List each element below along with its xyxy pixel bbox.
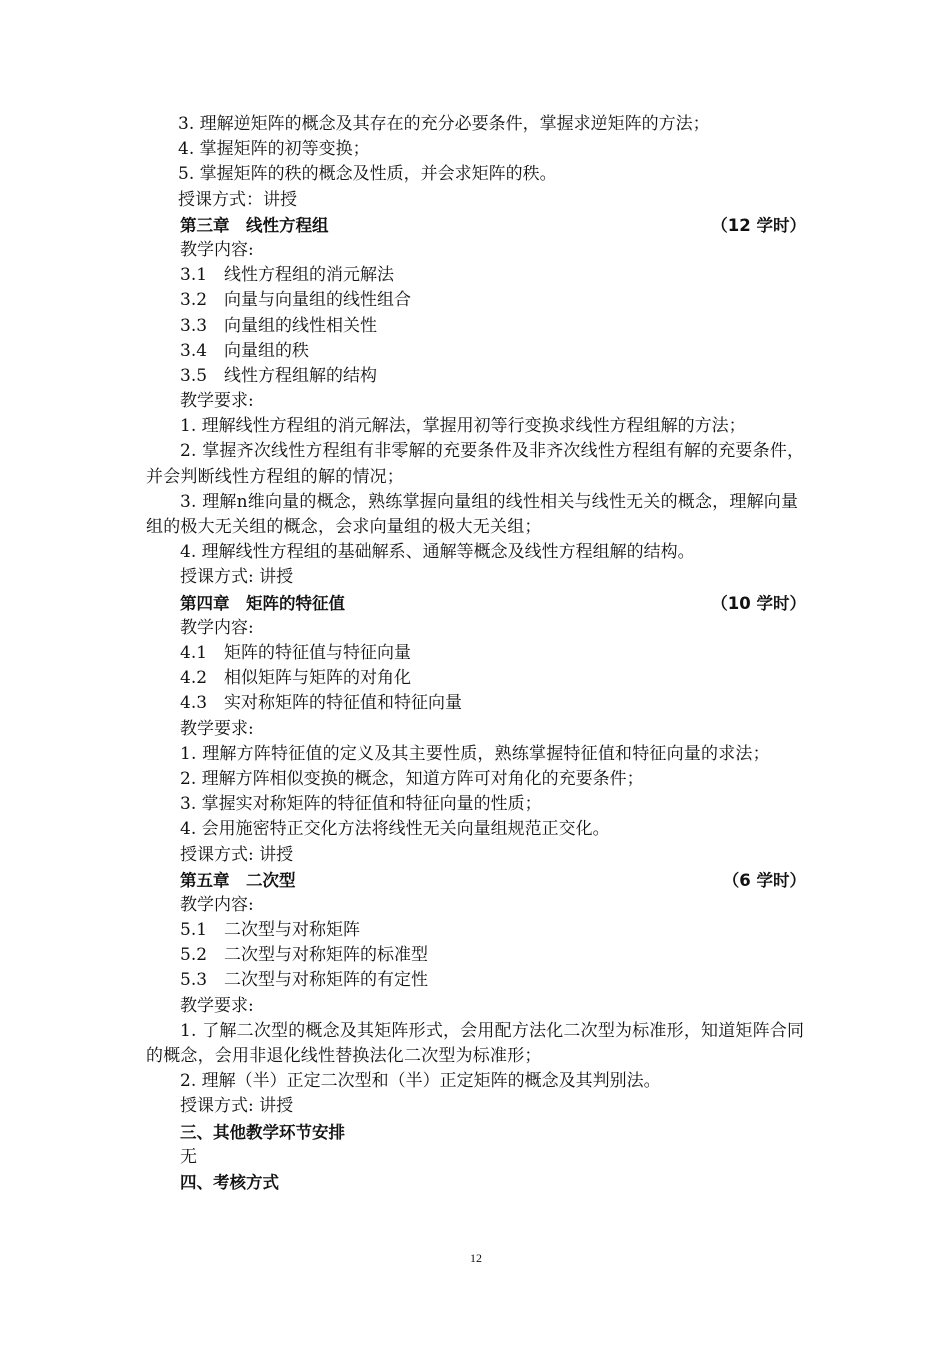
chapter-3-content-label: 教学内容: [180, 239, 254, 260]
chapter-4-item: 4.3 实对称矩阵的特征值和特征向量 [180, 693, 463, 714]
chapter-4-heading [146, 591, 810, 616]
chapter-4-requirement-3: 3. 掌握实对称矩阵的特征值和特征向量的性质； [180, 794, 542, 815]
chapter-4-hours: （10 学时） [711, 593, 806, 613]
document-body [146, 112, 810, 1195]
chapter-5-requirement-2: 2. 理解（半）正定二次型和（半）正定矩阵的概念及其判别法。 [180, 1071, 661, 1092]
chapter-3-requirement-1: 1. 理解线性方程组的消元解法，掌握用初等行变换求线性方程组解的方法； [180, 416, 746, 437]
chapter-4-item: 4.2 相似矩阵与矩阵的对角化 [180, 668, 412, 689]
chapter-3-requirement-3: 3. 理解n维向量的概念，熟练掌握向量组的线性相关与线性无关的概念，理解向量组的极大无关组的概念，会求向量组的极大无关组； [146, 491, 799, 538]
objective-line-3: 3. 理解逆矩阵的概念及其存在的充分必要条件，掌握求逆矩阵的方法； [178, 114, 710, 134]
section-3-body: 无 [180, 1146, 197, 1167]
chapter-5-item: 5.1 二次型与对称矩阵 [180, 920, 361, 941]
chapter-3-hours: （12 学时） [711, 215, 806, 235]
chapter-4-title: 第四章 矩阵的特征值 [180, 593, 345, 613]
chapter-4-method: 授课方式: 讲授 [180, 844, 294, 865]
chapter-5-item: 5.2 二次型与对称矩阵的标准型 [180, 945, 429, 966]
chapter-4-requirements-label: 教学要求: [180, 718, 254, 739]
chapter-5-heading [146, 868, 810, 893]
chapter-3-requirements-label: 教学要求: [180, 391, 254, 412]
section-3-title: 三、其他教学环节安排 [180, 1122, 345, 1142]
chapter-3-item: 3.4 向量组的秩 [180, 340, 310, 361]
chapter-3-item: 3.2 向量与向量组的线性组合 [180, 290, 412, 311]
page-number: 12 [470, 1251, 482, 1265]
chapter-4-requirement-1: 1. 理解方阵特征值的定义及其主要性质，熟练掌握特征值和特征向量的求法； [180, 743, 770, 764]
section-4-title: 四、考核方式 [180, 1172, 279, 1192]
chapter-3-item: 3.5 线性方程组解的结构 [180, 365, 378, 386]
chapter-5-content-label: 教学内容: [180, 894, 254, 915]
objective-line-5: 5. 掌握矩阵的秩的概念及性质，并会求矩阵的秩。 [178, 164, 557, 185]
chapter-5-item: 5.3 二次型与对称矩阵的有定性 [180, 970, 429, 991]
teaching-method: 授课方式：讲授 [178, 189, 297, 210]
objective-line-4: 4. 掌握矩阵的初等变换； [178, 139, 370, 160]
chapter-5-title: 第五章 二次型 [180, 870, 296, 890]
chapter-5-requirement-1: 1. 了解二次型的概念及其矩阵形式，会用配方法化二次型为标准形，知道矩阵合同的概念，会用非退化线性替换法化二次型为标准形； [146, 1020, 805, 1067]
chapter-3-heading [146, 213, 810, 238]
chapter-3-requirement-4: 4. 理解线性方程组的基础解系、通解等概念及线性方程组解的结构。 [180, 542, 695, 563]
chapter-5-hours: （6 学时） [722, 870, 806, 890]
chapter-3-item: 3.1 线性方程组的消元解法 [180, 265, 395, 286]
chapter-4-content-label: 教学内容: [180, 617, 254, 638]
chapter-3-item: 3.3 向量组的线性相关性 [180, 315, 378, 336]
chapter-3-title: 第三章 线性方程组 [180, 215, 329, 235]
chapter-3-requirement-2: 2. 掌握齐次线性方程组有非零解的充要条件及非齐次线性方程组有解的充要条件，并会判断线性方程组的解的情况； [146, 441, 805, 487]
chapter-5-requirements-label: 教学要求: [180, 995, 254, 1016]
chapter-4-requirement-4: 4. 会用施密特正交化方法将线性无关向量组规范正交化。 [180, 819, 610, 840]
chapter-4-item: 4.1 矩阵的特征值与特征向量 [180, 643, 412, 663]
chapter-4-requirement-2: 2. 理解方阵相似变换的概念，知道方阵可对角化的充要条件； [180, 768, 644, 789]
chapter-3-method: 授课方式: 讲授 [180, 567, 294, 588]
chapter-5-method: 授课方式: 讲授 [180, 1096, 294, 1117]
